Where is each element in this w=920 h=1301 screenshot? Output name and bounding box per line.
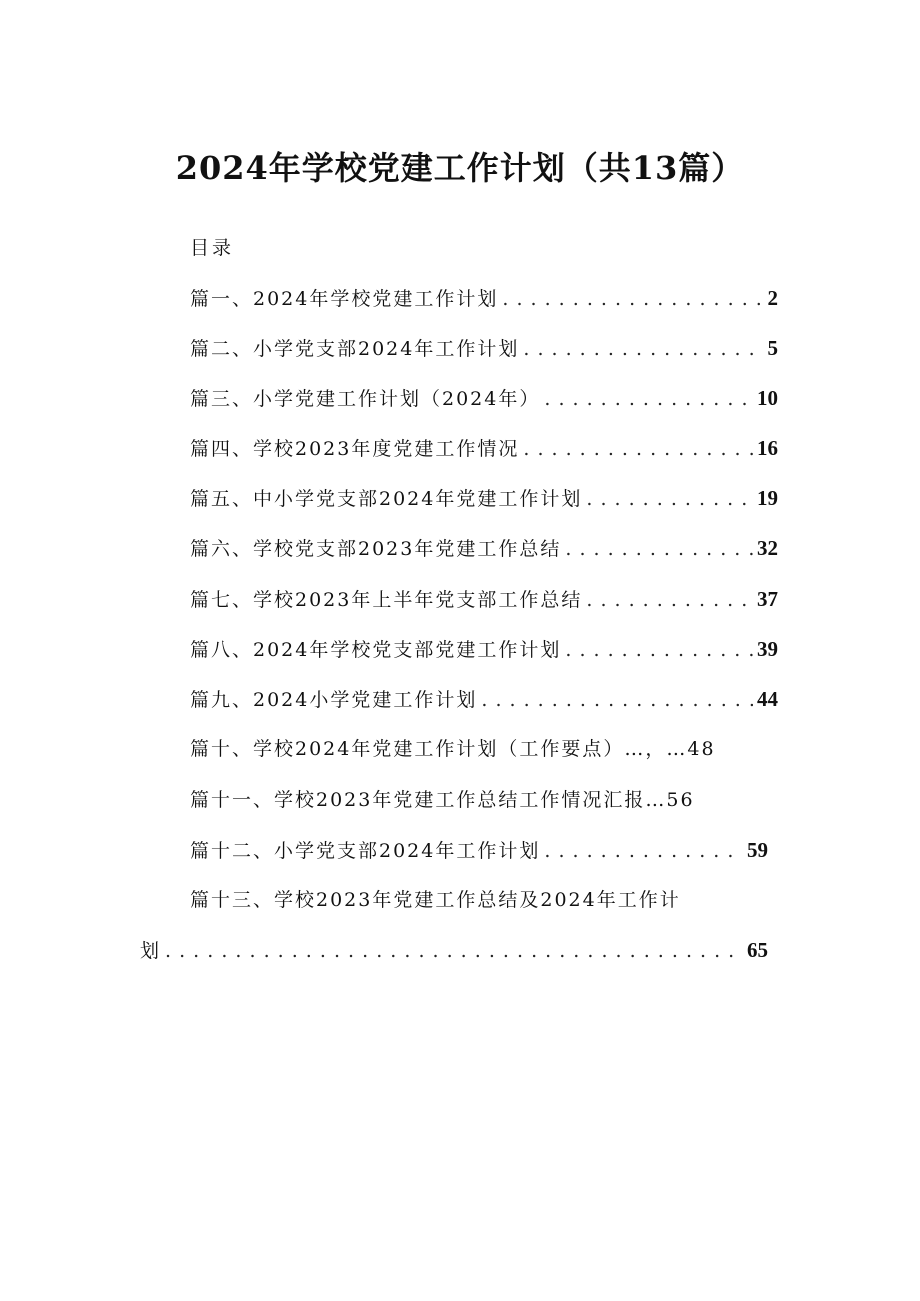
toc-entry-label: 篇十一、学校2023年党建工作总结工作情况汇报…56 xyxy=(190,789,695,811)
toc-entry-page: 16 xyxy=(757,436,778,460)
toc-leader-dots xyxy=(477,685,753,715)
toc-entry-page: 37 xyxy=(757,587,778,611)
toc-entry-13-continuation[interactable] xyxy=(140,935,768,965)
toc-entry-label: 篇十三、学校2023年党建工作总结及2024年工作计 xyxy=(190,889,681,911)
toc-entry-page: 39 xyxy=(757,637,778,661)
toc-entry-8[interactable] xyxy=(190,634,778,664)
toc-entry-label: 篇五、中小学党支部2024年党建工作计划 xyxy=(190,488,583,510)
toc-heading: 目录 xyxy=(190,237,235,259)
toc-leader-dots xyxy=(561,635,753,665)
toc-entry-3[interactable] xyxy=(190,383,778,413)
toc-leader-dots xyxy=(519,434,753,464)
toc-leader-dots xyxy=(519,334,763,364)
toc-entry-page: 2 xyxy=(767,286,778,310)
toc-leader-dots xyxy=(561,534,753,564)
toc-entry-label: 篇一、2024年学校党建工作计划 xyxy=(190,288,499,310)
toc-entry-page: 65 xyxy=(747,938,768,962)
toc-entry-6[interactable] xyxy=(190,533,778,563)
toc-entry-label: 篇三、小学党建工作计划（2024年） xyxy=(190,388,541,410)
toc-entry-label-continuation: 划 xyxy=(140,940,162,962)
toc-entry-page: 44 xyxy=(757,687,778,711)
toc-leader-dots xyxy=(161,936,743,966)
toc-leader-dots xyxy=(582,484,753,514)
toc-entry-10[interactable] xyxy=(190,734,716,764)
toc-entry-page: 10 xyxy=(757,386,778,410)
toc-entry-label: 篇二、小学党支部2024年工作计划 xyxy=(190,338,520,360)
toc-entry-page: 59 xyxy=(747,838,768,862)
toc-entry-label: 篇十、学校2024年党建工作计划（工作要点）…，…48 xyxy=(190,738,716,760)
toc-entry-12[interactable] xyxy=(190,835,768,865)
toc-entry-label: 篇十二、小学党支部2024年工作计划 xyxy=(190,840,541,862)
toc-entry-page: 19 xyxy=(757,486,778,510)
toc-entry-label: 篇七、学校2023年上半年党支部工作总结 xyxy=(190,589,583,611)
toc-entry-9[interactable] xyxy=(190,684,778,714)
toc-entry-2[interactable] xyxy=(190,333,778,363)
toc-entry-13[interactable] xyxy=(190,885,681,915)
toc-entry-5[interactable] xyxy=(190,483,778,513)
toc-leader-dots xyxy=(540,384,753,414)
toc-entry-label: 篇六、学校党支部2023年党建工作总结 xyxy=(190,538,562,560)
toc-entry-page: 32 xyxy=(757,536,778,560)
toc-entry-1[interactable] xyxy=(190,283,778,313)
document-title: 2024年学校党建工作计划（共13篇） xyxy=(175,149,745,187)
toc-entry-11[interactable] xyxy=(190,785,695,815)
toc-leader-dots xyxy=(582,585,753,615)
toc-entry-label: 篇四、学校2023年度党建工作情况 xyxy=(190,438,520,460)
toc-entry-page: 5 xyxy=(767,336,778,360)
toc-entry-label: 篇九、2024小学党建工作计划 xyxy=(190,689,478,711)
toc-entry-label: 篇八、2024年学校党支部党建工作计划 xyxy=(190,639,562,661)
toc-entry-4[interactable] xyxy=(190,433,778,463)
toc-entry-7[interactable] xyxy=(190,584,778,614)
toc-leader-dots xyxy=(540,836,743,866)
toc-leader-dots xyxy=(498,284,763,314)
